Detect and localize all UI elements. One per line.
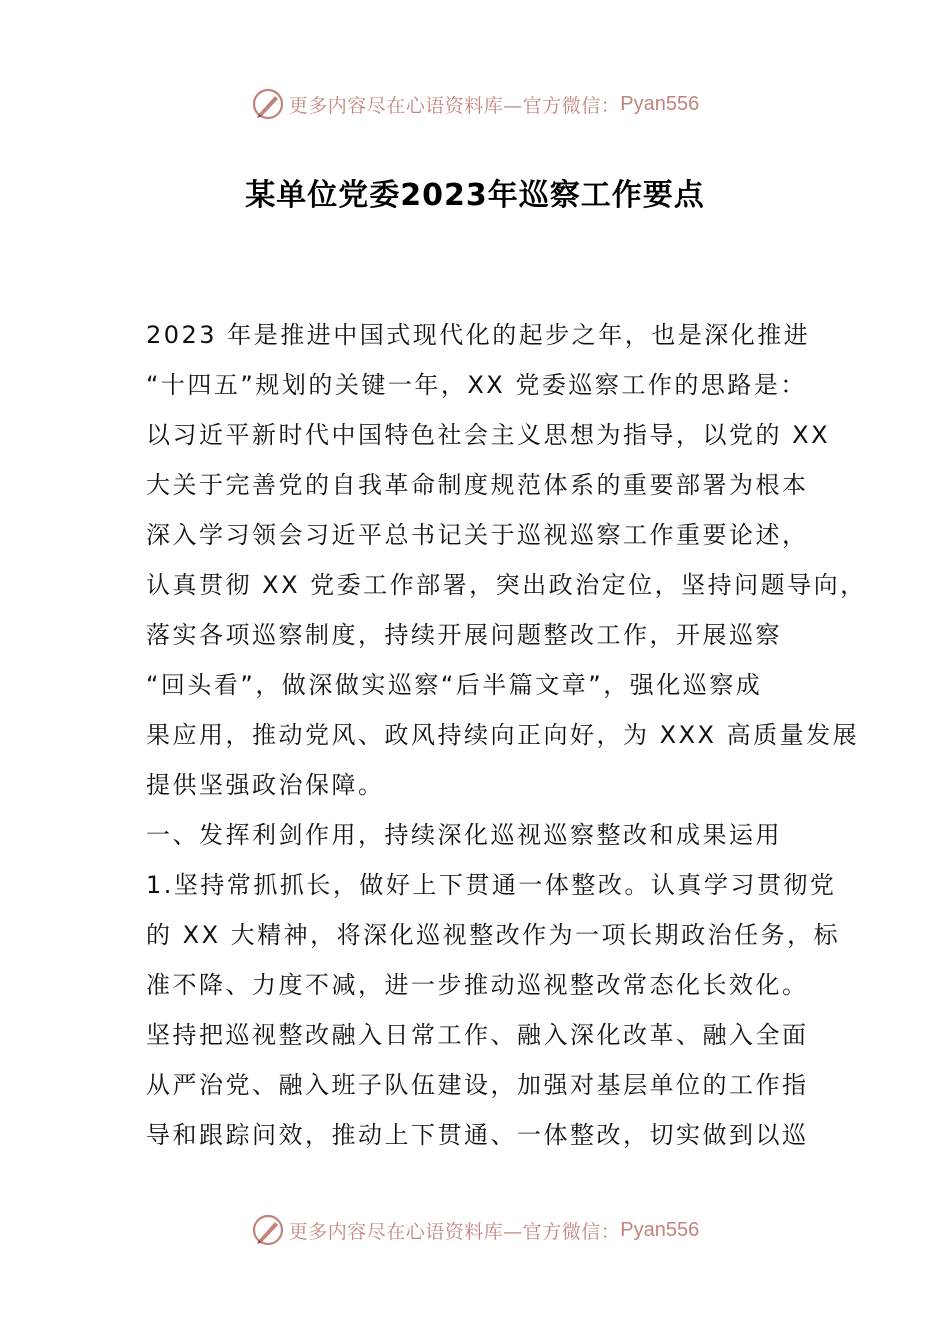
text-line: 认真贯彻 XX 党委工作部署，突出政治定位，坚持问题导向， — [146, 571, 867, 599]
section-heading — [146, 810, 816, 860]
text-line: 以习近平新时代中国特色社会主义思想为指导，以党的 XX — [146, 421, 831, 449]
pen-logo-icon — [251, 1213, 285, 1247]
text-line: “十四五”规划的关键一年，XX 党委巡察工作的思路是： — [146, 371, 807, 399]
banner-text: 更多内容尽在心语资料库—官方微信： — [288, 94, 621, 117]
text-line: 1.坚持常抓抓长，做好上下贯通一体整改。认真学习贯彻党 — [146, 871, 837, 899]
text-line: 提供坚强政治保障。 — [146, 771, 385, 799]
text-line: 从严治党、融入班子队伍建设，加强对基层单位的工作指 — [146, 1071, 809, 1099]
pen-logo-icon — [251, 87, 285, 121]
text-line: 坚持把巡视整改融入日常工作、融入深化改革、融入全面 — [146, 1021, 809, 1049]
text-line: 的 XX 大精神，将深化巡视整改作为一项长期政治任务，标 — [146, 921, 841, 949]
banner-wechat-id: Pyan556 — [620, 92, 700, 115]
text-line: 果应用，推动党风、政风持续向正向好，为 XXX 高质量发展 — [146, 721, 860, 749]
text-line: 落实各项巡察制度，持续开展问题整改工作，开展巡察 — [146, 621, 782, 649]
header-watermark-banner — [0, 84, 950, 124]
text-line: 准不降、力度不减，进一步推动巡视整改常态化长效化。 — [146, 971, 809, 999]
paragraph-item-1 — [146, 860, 841, 1160]
paragraph-intro — [146, 310, 867, 810]
text-line: “回头看”，做深做实巡察“后半篇文章”，强化巡察成 — [146, 671, 763, 699]
text-line: 一、发挥利剑作用，持续深化巡视巡察整改和成果运用 — [146, 821, 782, 849]
banner-text: 更多内容尽在心语资料库—官方微信： — [288, 1220, 621, 1243]
text-line: 大关于完善党的自我革命制度规范体系的重要部署为根本 — [146, 471, 809, 499]
text-line: 2023 年是推进中国式现代化的起步之年，也是深化推进 — [146, 321, 811, 349]
footer-watermark-banner — [0, 1210, 950, 1250]
text-line: 导和跟踪问效，推动上下贯通、一体整改，切实做到以巡 — [146, 1121, 809, 1149]
banner-wechat-id: Pyan556 — [620, 1218, 700, 1241]
document-body — [146, 310, 867, 1160]
text-line: 深入学习领会习近平总书记关于巡视巡察工作重要论述， — [146, 521, 809, 549]
document-title: 某单位党委2023年巡察工作要点 — [245, 178, 705, 213]
